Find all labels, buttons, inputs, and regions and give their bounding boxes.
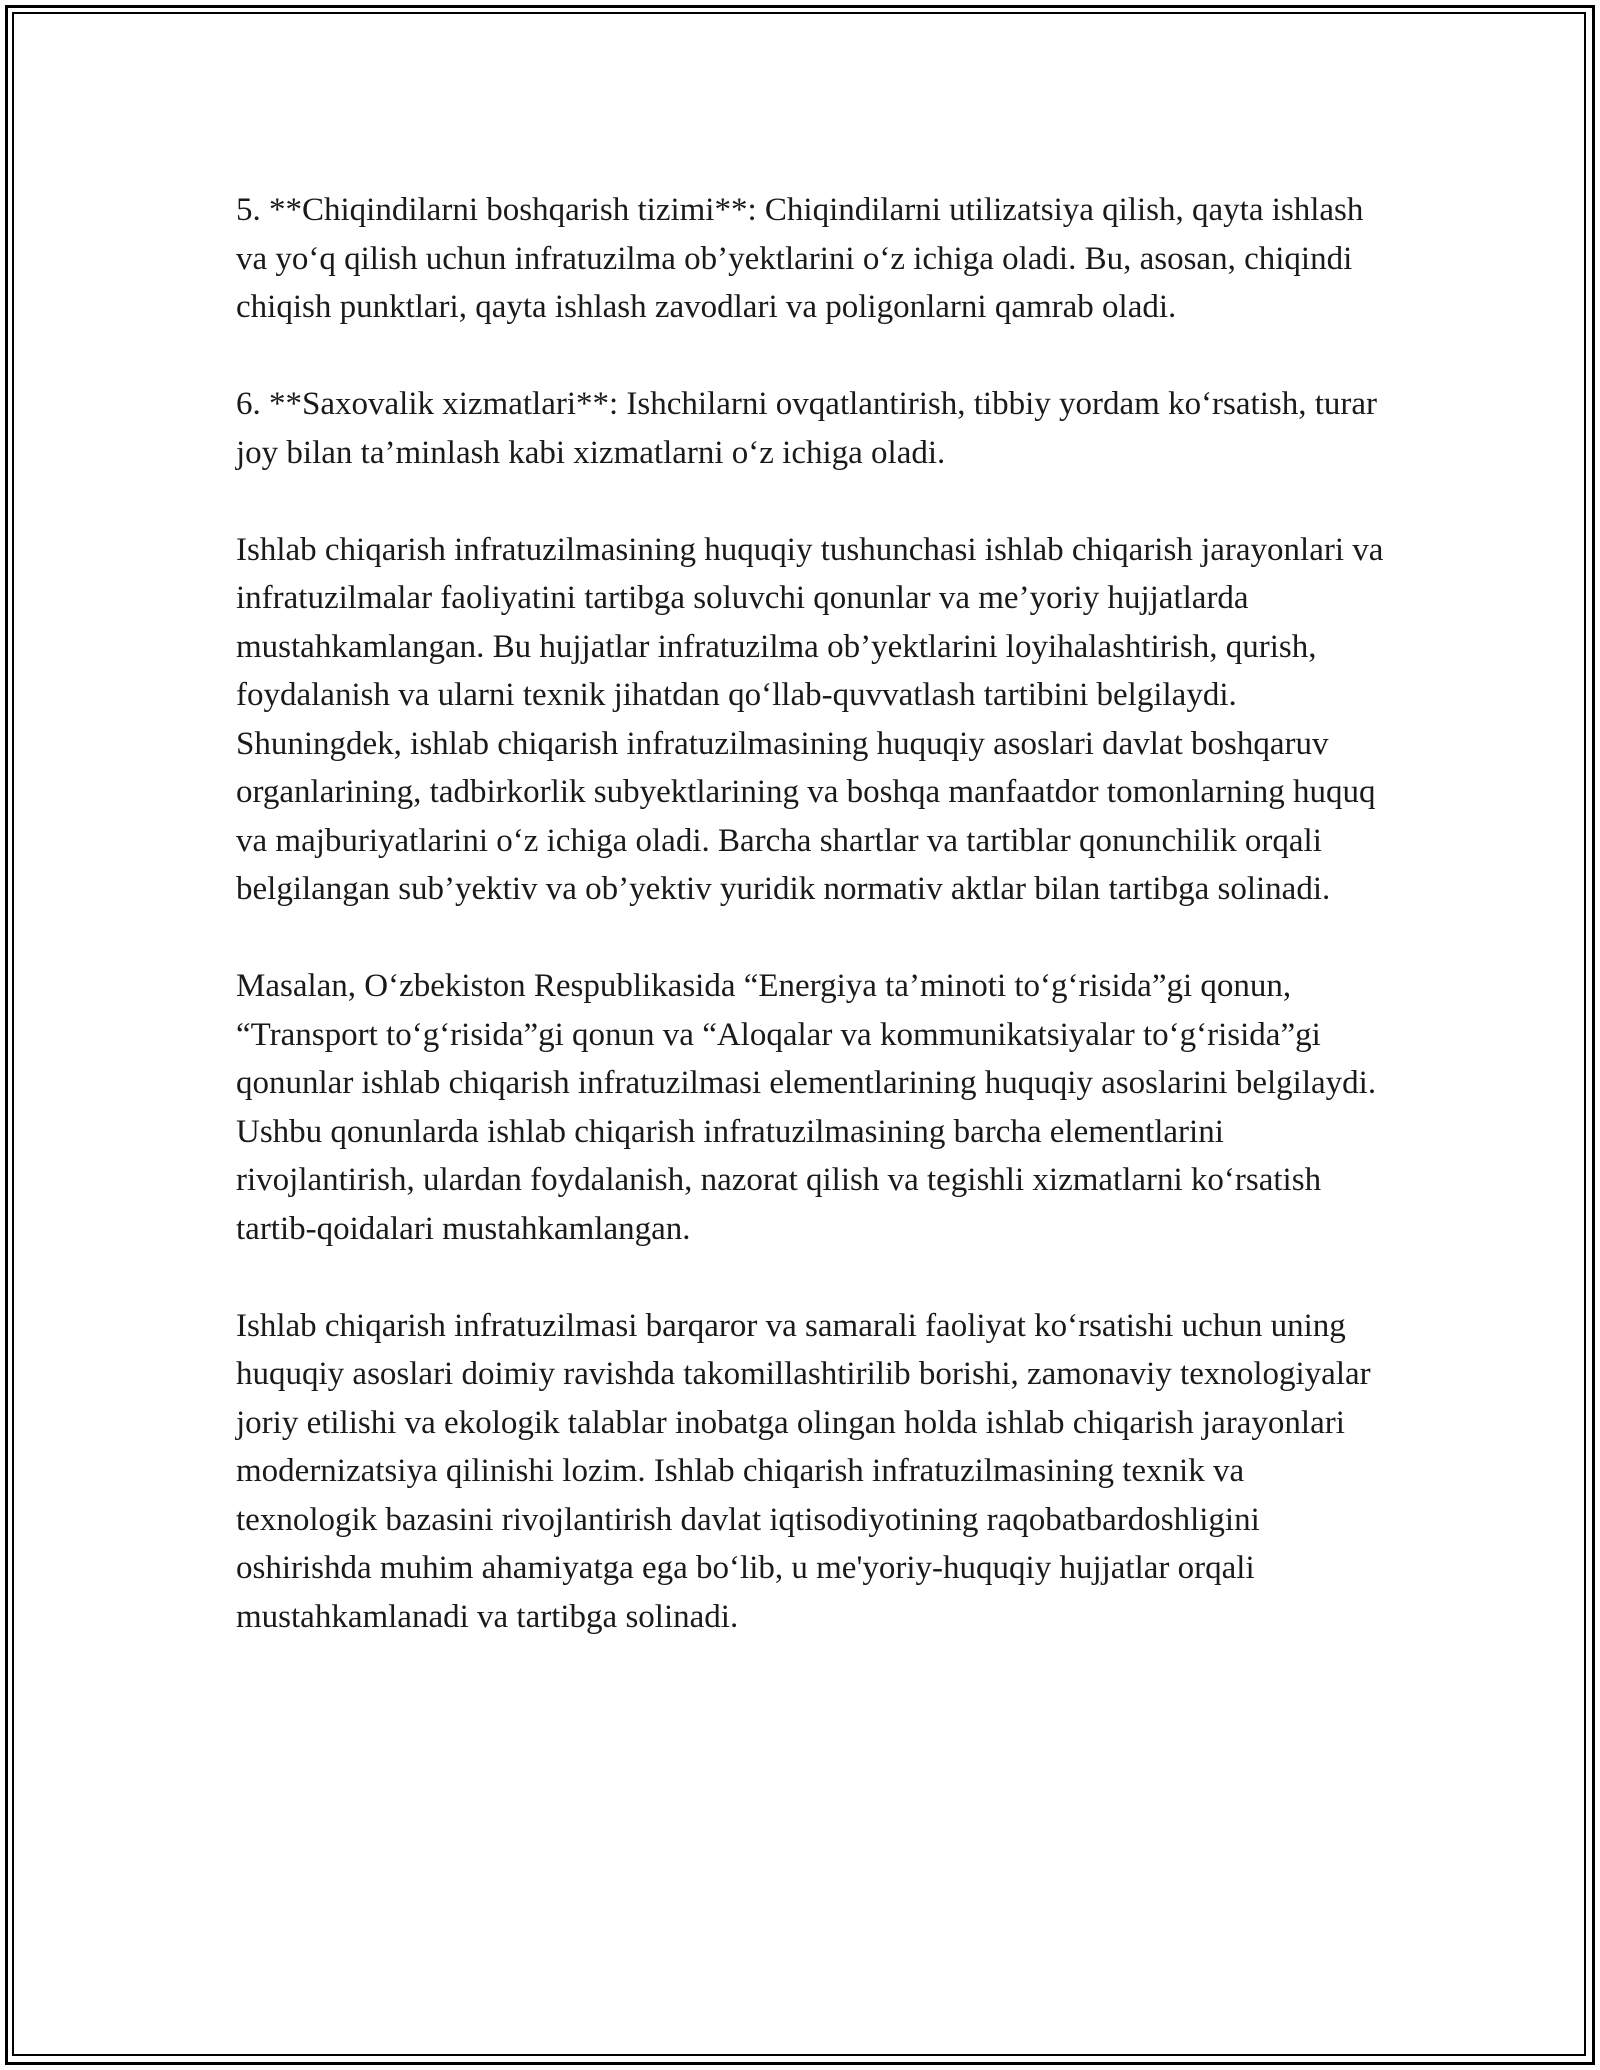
paragraph-welfare-services: 6. **Saxovalik xizmatlari**: Ishchilarni ovqatlantirish, tibbiy yordam ko‘rsatish, turar joy bilan ta’minlash kabi xizmatlarni o‘z ichiga oladi. xyxy=(236,386,1378,471)
paragraph-legal-concept: Ishlab chiqarish infratuzilmasining huquqiy tushunchasi ishlab chiqarish jarayonlari va infratuzilmalar faoliyatini tartibga soluvchi qonunlar va me’yoriy hujjatlarda mustahkamlangan. Bu hujjatlar infratuzilma ob’yektlarini loyihalashtirish, qurish, foydalanish va ularni texnik jihatdan qo‘llab-quvvatlash tartibini belgilaydi. Shuningdek, ishlab chiqarish infratuzilmasining huquqiy asoslari davlat boshqaruv organlarining, tadbirkorlik subyektlarining va boshqa manfaatdor tomonlarning huquq va majburiyatlarini o‘z ichiga oladi. Barcha shartlar va tartiblar qonunchilik orqali belgilangan sub’yektiv va ob’yektiv yuridik normativ aktlar bilan tartibga solinadi. xyxy=(236,531,1384,907)
paragraph-conclusion: Ishlab chiqarish infratuzilmasi barqaror va samarali faoliyat ko‘rsatishi uchun uning huquqiy asoslari doimiy ravishda takomillashtirilib borishi, zamonaviy texnologiyalar joriy etilishi va ekologik talablar inobatga olingan holda ishlab chiqarish jarayonlari modernizatsiya qilinishi lozim. Ishlab chiqarish infratuzilmasining texnik va texnologik bazasini rivojlantirish davlat iqtisodiyotining raqobatbardoshligini oshirishda muhim ahamiyatga ega bo‘lib, u me'yoriy-huquqiy hujjatlar orqali mustahkamlanadi va tartibga solinadi. xyxy=(236,1307,1371,1635)
paragraph-waste-management: 5. **Chiqindilarni boshqarish tizimi**: Chiqindilarni utilizatsiya qilish, qayta ishlash va yo‘q qilish uchun infratuzilma ob’yektlarini o‘z ichiga oladi. Bu, asosan, chiqindi chiqish punktlari, qayta ishlash zavodlari va poligonlarni qamrab oladi. xyxy=(236,192,1364,325)
document-body xyxy=(236,186,1386,1641)
paragraph-laws-example: Masalan, O‘zbekiston Respublikasida “Energiya ta’minoti to‘g‘risida”gi qonun, “Transport to‘g‘risida”gi qonun va “Aloqalar va kommunikatsiyalar to‘g‘risida”gi qonunlar ishlab chiqarish infratuzilmasi elementlarining huquqiy asoslarini belgilaydi. Ushbu qonunlarda ishlab chiqarish infratuzilmasining barcha elementlarini rivojlantirish, ulardan foydalanish, nazorat qilish va tegishli xizmatlarni ko‘rsatish tartib-qoidalari mustahkamlangan. xyxy=(236,968,1377,1247)
